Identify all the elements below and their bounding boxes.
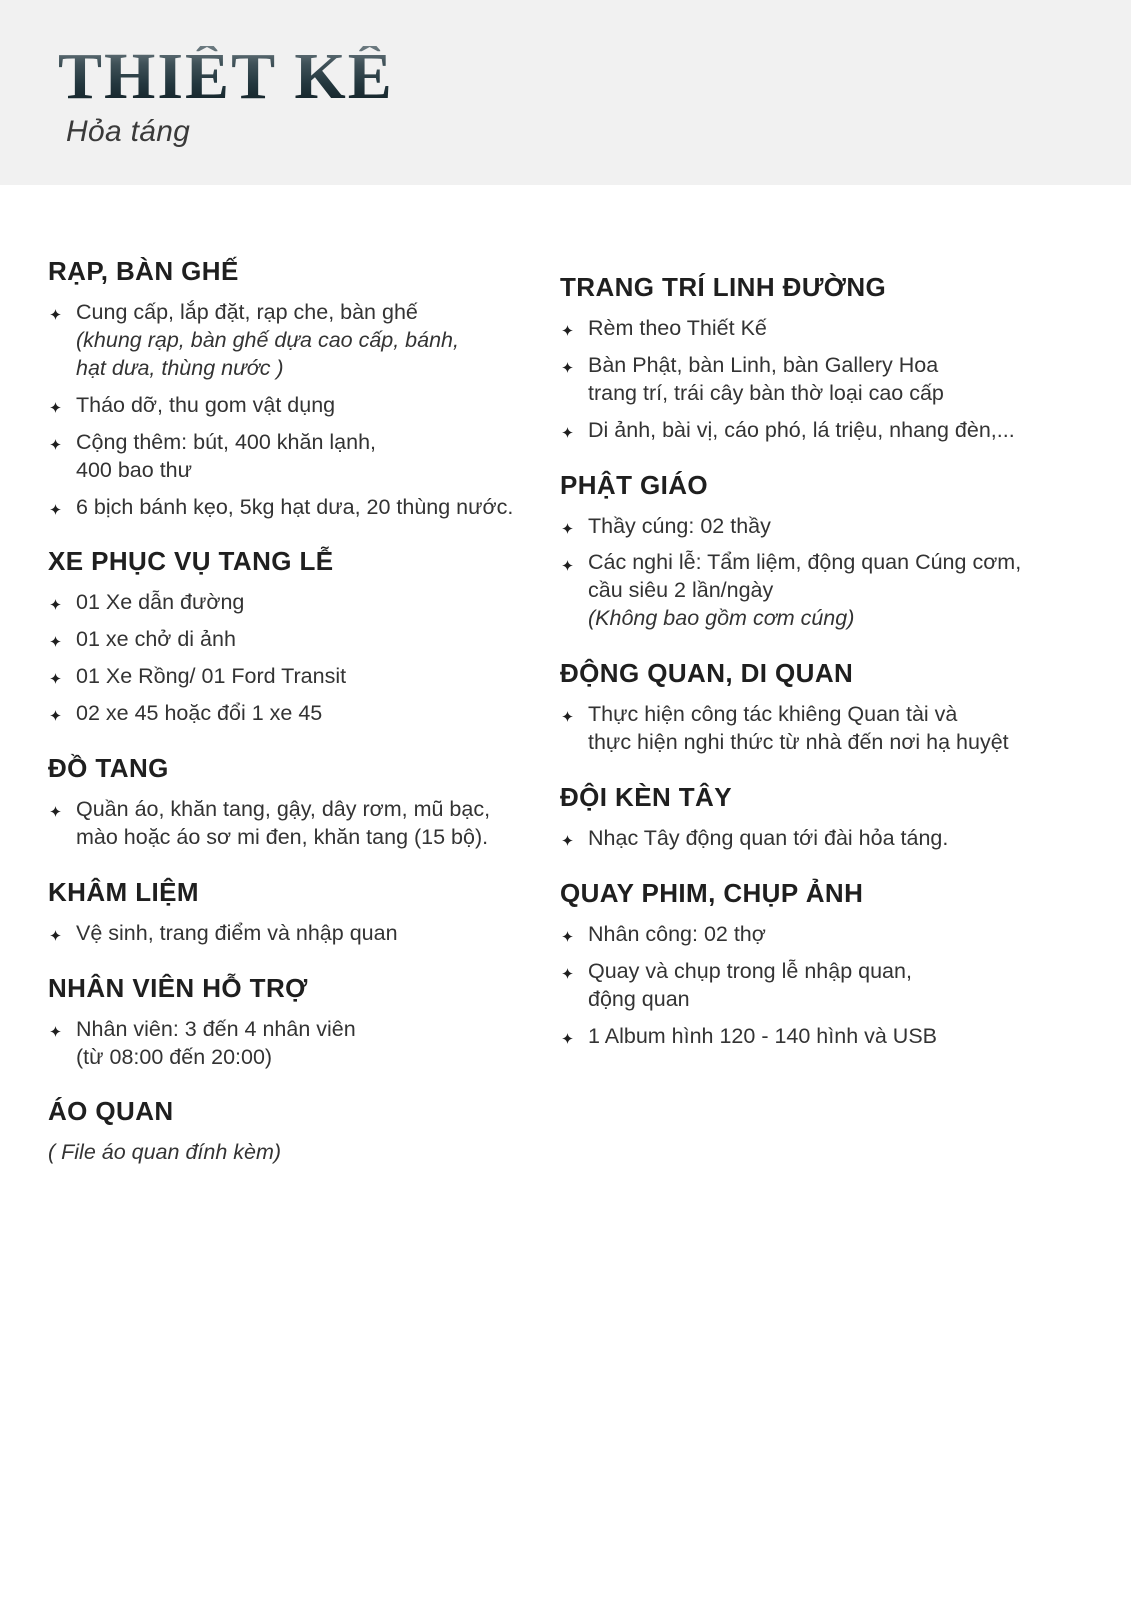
section [48,754,530,852]
section [48,547,530,728]
section-title: NHÂN VIÊN HỖ TRỢ [48,972,308,1003]
sparkle-bullet-icon [50,636,61,647]
bullet-list [560,701,1083,757]
list-item-line: trang trí, trái cây bàn thờ loại cao cấp [588,380,944,405]
list-item-line: (Không bao gồm cơm cúng) [588,606,855,631]
section [560,273,1083,445]
sparkle-bullet-icon [50,1026,61,1037]
sparkle-bullet-icon [50,599,61,610]
bullet-list [560,921,1083,1051]
list-item-line: Nhân công: 02 thợ [588,921,766,946]
list-item-line: Nhạc Tây động quan tới đài hỏa táng. [588,825,949,850]
list-item-line: cầu siêu 2 lần/ngày [588,578,774,603]
list-item [48,626,530,654]
section-title: KHÂM LIỆM [48,876,199,907]
sparkle-bullet-icon [50,673,61,684]
section-title: ĐỘNG QUAN, DI QUAN [560,658,854,689]
sparkle-bullet-icon [50,402,61,413]
page-content [0,185,1131,1167]
list-item-line: Di ảnh, bài vị, cáo phó, lá triệu, nhang đèn,... [588,417,1015,442]
section [560,783,1083,853]
sparkle-bullet-icon [562,835,573,846]
list-item [560,417,1083,445]
sparkle-bullet-icon [562,523,573,534]
list-item [560,315,1083,343]
section-note: ( File áo quan đính kèm) [48,1140,282,1165]
page-subtitle: Hỏa táng [66,114,191,148]
page-header [0,0,1131,185]
list-item [560,825,1083,853]
list-item [48,1016,530,1072]
bullet-list [560,825,1083,853]
list-item-line: Quay và chụp trong lễ nhập quan, [588,958,912,983]
bullet-list [48,299,530,522]
section-title: XE PHỤC VỤ TANG LỄ [48,546,334,577]
sparkle-bullet-icon [562,560,573,571]
sparkle-bullet-icon [562,362,573,373]
sparkle-bullet-icon [50,930,61,941]
sparkle-bullet-icon [562,1033,573,1044]
sparkle-bullet-icon [562,968,573,979]
section [48,1097,530,1167]
section [560,879,1083,1051]
sparkle-bullet-icon [562,711,573,722]
sparkle-bullet-icon [50,710,61,721]
list-item-line: Quần áo, khăn tang, gậy, dây rơm, mũ bạc, [76,796,491,821]
section-title: RẠP, BÀN GHẾ [48,256,239,286]
section-title: ĐỘI KÈN TÂY [560,782,732,813]
list-item-line: Cộng thêm: bút, 400 khăn lạnh, [76,429,377,454]
section-title: QUAY PHIM, CHỤP ẢNH [560,877,864,908]
page-title: THIẾT KẾ [58,40,394,113]
section-title: ĐỒ TANG [48,753,169,784]
list-item-line: Cung cấp, lắp đặt, rạp che, bàn ghế [76,299,418,324]
list-item-line: 6 bịch bánh kẹo, 5kg hạt dưa, 20 thùng nước. [76,494,514,519]
list-item-line: Bàn Phật, bàn Linh, bàn Gallery Hoa [588,352,939,377]
list-item [560,1023,1083,1051]
right-column [530,185,1083,1051]
section [48,257,530,521]
list-item [560,352,1083,408]
list-item-line: Nhân viên: 3 đến 4 nhân viên [76,1016,356,1041]
section [48,974,530,1072]
list-item [48,796,530,852]
sparkle-bullet-icon [50,439,61,450]
section-title: ÁO QUAN [48,1096,174,1127]
list-item [560,513,1083,541]
list-item-line: mào hoặc áo sơ mi đen, khăn tang (15 bộ). [76,824,489,849]
sparkle-bullet-icon [562,931,573,942]
list-item-line: 1 Album hình 120 - 140 hình và USB [588,1023,938,1048]
list-item [48,429,530,485]
list-item-line: Thầy cúng: 02 thầy [588,513,771,538]
sparkle-bullet-icon [562,325,573,336]
bullet-list [560,315,1083,445]
bullet-list [48,589,530,728]
list-item [560,958,1083,1014]
bullet-list [48,796,530,852]
list-item [48,392,530,420]
left-column [0,185,530,1167]
bullet-list [48,1016,530,1072]
section [560,659,1083,757]
list-item-line: 01 Xe Rồng/ 01 Ford Transit [76,664,347,689]
list-item-line: động quan [588,986,690,1011]
list-item [48,700,530,728]
section-title: PHẬT GIÁO [560,469,709,500]
sparkle-bullet-icon [50,309,61,320]
list-item-line: Các nghi lễ: Tẩm liệm, động quan Cúng cơm, [588,550,1022,575]
section [560,471,1083,634]
list-item-line: thực hiện nghi thức từ nhà đến nơi hạ huyệt [588,730,1009,755]
list-item-line: hạt dưa, thùng nước ) [76,355,284,380]
bullet-list [48,920,530,948]
sparkle-bullet-icon [50,504,61,515]
brand-block [58,40,394,149]
bullet-list [560,513,1083,634]
list-item-line: (khung rạp, bàn ghế dựa cao cấp, bánh, [76,327,459,352]
list-item-line: 400 bao thư [76,457,193,482]
list-item [560,921,1083,949]
sparkle-bullet-icon [562,427,573,438]
list-item [48,663,530,691]
sparkle-bullet-icon [50,806,61,817]
list-item-line: 01 Xe dẫn đường [76,590,245,615]
list-item [48,299,530,383]
list-item [48,494,530,522]
list-item-line: Tháo dỡ, thu gom vật dụng [76,392,336,417]
list-item [48,589,530,617]
list-item-line: 02 xe 45 hoặc đổi 1 xe 45 [76,701,323,726]
list-item [48,920,530,948]
list-item-line: 01 xe chở di ảnh [76,627,236,652]
list-item [560,701,1083,757]
section-title: TRANG TRÍ LINH ĐƯỜNG [560,272,887,302]
list-item-line: Rèm theo Thiết Kế [588,315,767,340]
list-item-line: Vệ sinh, trang điểm và nhập quan [76,920,398,945]
list-item-line: (từ 08:00 đến 20:00) [76,1044,273,1069]
list-item-line: Thực hiện công tác khiêng Quan tài và [588,702,958,727]
list-item [560,549,1083,633]
section [48,878,530,948]
